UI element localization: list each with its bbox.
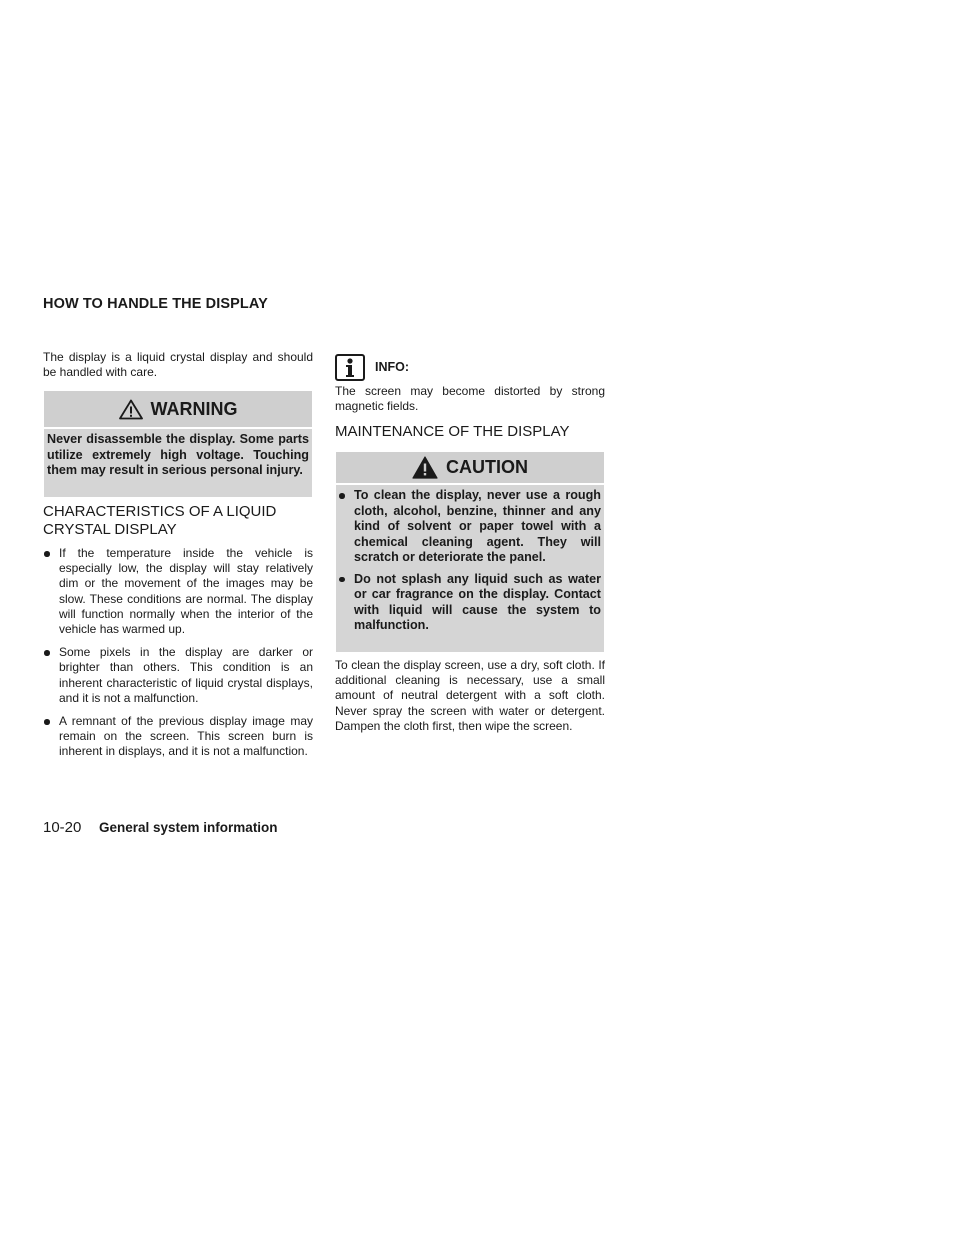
warning-header: [44, 391, 312, 429]
list-item: A remnant of the previous display image may remain on the screen. This screen burn is inherent in displays, and it is not a malfunction.: [43, 714, 313, 760]
caution-triangle-icon: [412, 456, 438, 479]
info-heading: [335, 354, 409, 381]
caution-header: [336, 452, 604, 485]
list-item: Some pixels in the display are darker or brighter than others. This condition is an inherent characteristic of liquid crystal displays, and it is not a malfunction.: [43, 645, 313, 706]
maintenance-text: To clean the display screen, use a dry, soft cloth. If additional cleaning is necessary, use a small amount of neutral detergent with a soft cloth. Never spray the screen with water or detergent. Dampen the cloth first, then wipe the screen.: [335, 658, 605, 733]
warning-text: Never disassemble the display. Some parts utilize extremely high voltage. Touching them may result in serious personal injury.: [47, 432, 309, 477]
characteristics-list: [43, 546, 313, 760]
caution-box: [336, 452, 604, 652]
list-item: To clean the display, never use a rough cloth, alcohol, benzine, thinner and any kind of solvent or paper towel with a chemical cleaning agent. They will scratch or deteriorate the panel.: [338, 488, 601, 566]
list-item: Do not splash any liquid such as water or car fragrance on the display. Contact with liquid will cause the system to malfunction.: [338, 572, 601, 634]
warning-triangle-icon: [119, 399, 143, 420]
intro-paragraph: The display is a liquid crystal display and should be handled with care.: [43, 350, 313, 380]
warning-title: WARNING: [150, 398, 238, 419]
info-icon: [335, 354, 365, 381]
characteristics-heading: CHARACTERISTICS OF A LIQUID CRYSTAL DISPLAY: [43, 503, 277, 538]
page-number: 10-20: [43, 819, 82, 836]
maintenance-heading: MAINTENANCE OF THE DISPLAY: [335, 423, 570, 440]
chapter-title: General system information: [99, 820, 278, 835]
warning-box: [44, 391, 312, 497]
list-item: If the temperature inside the vehicle is especially low, the display will stay relatively dim or the movement of the images may be slow. These conditions are normal. The display will function normally when the interior of the vehicle has warmed up.: [43, 546, 313, 637]
caution-title: CAUTION: [446, 457, 528, 477]
info-text: The screen may become distorted by strong magnetic fields.: [335, 384, 605, 414]
section-title: HOW TO HANDLE THE DISPLAY: [43, 296, 268, 312]
info-label: INFO:: [375, 359, 410, 374]
caution-list: [336, 485, 604, 634]
